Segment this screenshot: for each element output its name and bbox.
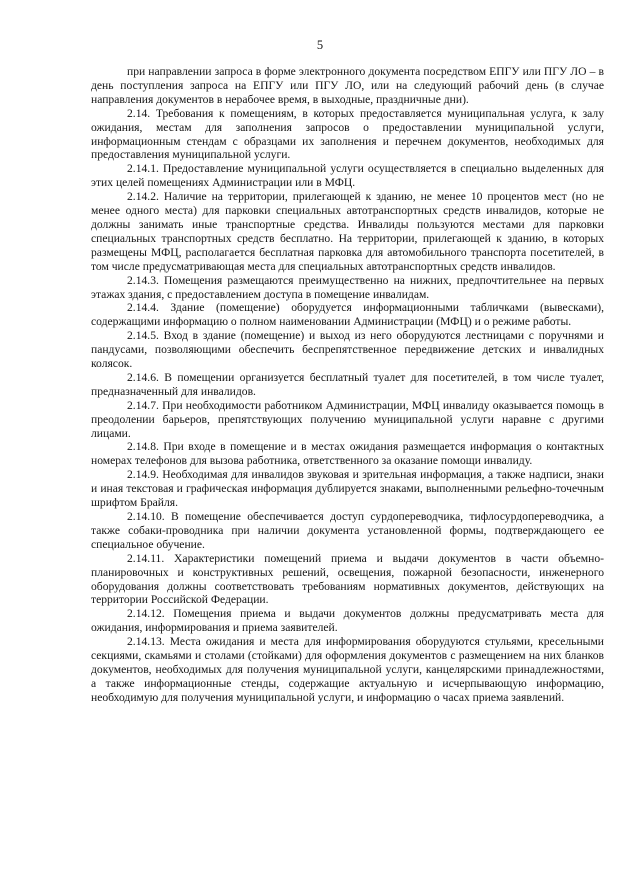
paragraph-2-14-8: 2.14.8. При входе в помещение и в местах ожидания размещается информация о контактных номерах телефонов для вызова работника, ответственного за оказание помощи инвалиду. xyxy=(91,440,604,468)
paragraph-2-14-1: 2.14.1. Предоставление муниципальной услуги осуществляется в специально выделенных для этих целей помещениях Администрации или в МФЦ. xyxy=(91,162,604,190)
page-number: 5 xyxy=(316,38,324,52)
paragraph-2-14-12: 2.14.12. Помещения приема и выдачи документов должны предусматривать места для ожидания, информирования и приема заявителей. xyxy=(91,607,604,635)
paragraph-2-14-10: 2.14.10. В помещение обеспечивается доступ сурдопереводчика, тифлосурдопереводчика, а также собаки-проводника при наличии документа установленной формы, подтверждающего ее специальное обучение. xyxy=(91,510,604,551)
paragraph-2-14: 2.14. Требования к помещениям, в которых предоставляется муниципальная услуга, к залу ожидания, местам для заполнения запросов о предоставлении муниципальной услуги, информационным стендам с образцами их заполнения и перечнем документов, необходимых для предоставления муниципальной услуги. xyxy=(91,106,604,162)
paragraph-2-14-13: 2.14.13. Места ожидания и места для информирования оборудуются стульями, кресельными секциями, скамьями и столами (стойками) для оформления документов с размещением на них бланков документов, необходимых для получения муниципальной услуги, канцелярскими принадлежностями, а также информационные стенды, содержащие актуальную и исчерпывающую информацию, необходимую для получения муниципальной услуги, и информацию о часах приема заявлений. xyxy=(91,635,604,704)
paragraph-2-14-5: 2.14.5. Вход в здание (помещение) и выход из него оборудуются лестницами с поручнями и пандусами, позволяющими обеспечить беспрепятственное передвижение детских и инвалидных колясок. xyxy=(91,329,604,371)
document-body xyxy=(91,65,604,705)
paragraph-continuation: при направлении запроса в форме электронного документа посредством ЕПГУ или ПГУ ЛО – в день поступления запроса на ЕПГУ или ПГУ ЛО, или на следующий рабочий день (в случае направления документов в нерабочее время, в выходные, праздничные дни). xyxy=(91,65,604,106)
paragraph-2-14-9: 2.14.9. Необходимая для инвалидов звуковая и зрительная информация, а также надписи, знаки и иная текстовая и графическая информация дублируется знаками, выполненными рельефно-точечным шрифтом Брайля. xyxy=(91,468,604,510)
paragraph-2-14-3: 2.14.3. Помещения размещаются преимущественно на нижних, предпочтительнее на первых этажах здания, с предоставлением доступа в помещение инвалидам. xyxy=(91,273,604,301)
paragraph-2-14-2: 2.14.2. Наличие на территории, прилегающей к зданию, не менее 10 процентов мест (но не менее одного места) для парковки специальных автотранспортных средств инвалидов, которые не должны занимать иные транспортные средства. Инвалиды пользуются местами для парковки специальных транспортных средств бесплатно. На территории, прилегающей к зданию, в которых размещены МФЦ, располагается бесплатная парковка для автомобильного транспорта посетителей, в том числе предусматривающая места для специальных автотранспортных средств инвалидов. xyxy=(91,190,604,273)
paragraph-2-14-11: 2.14.11. Характеристики помещений приема и выдачи документов в части объемно-планировочных и конструктивных решений, освещения, пожарной безопасности, инженерного оборудования должны соответствовать требованиям нормативных документов, действующих на территории Российской Федерации. xyxy=(91,551,604,607)
paragraph-2-14-6: 2.14.6. В помещении организуется бесплатный туалет для посетителей, в том числе туалет, предназначенный для инвалидов. xyxy=(91,370,604,398)
paragraph-2-14-7: 2.14.7. При необходимости работником Администрации, МФЦ инвалиду оказывается помощь в преодолении барьеров, препятствующих получению муниципальной услуги наравне с другими лицами. xyxy=(91,398,604,440)
paragraph-2-14-4: 2.14.4. Здание (помещение) оборудуется информационными табличками (вывесками), содержащими информацию о полном наименовании Администрации (МФЦ) и о режиме работы. xyxy=(91,301,604,329)
